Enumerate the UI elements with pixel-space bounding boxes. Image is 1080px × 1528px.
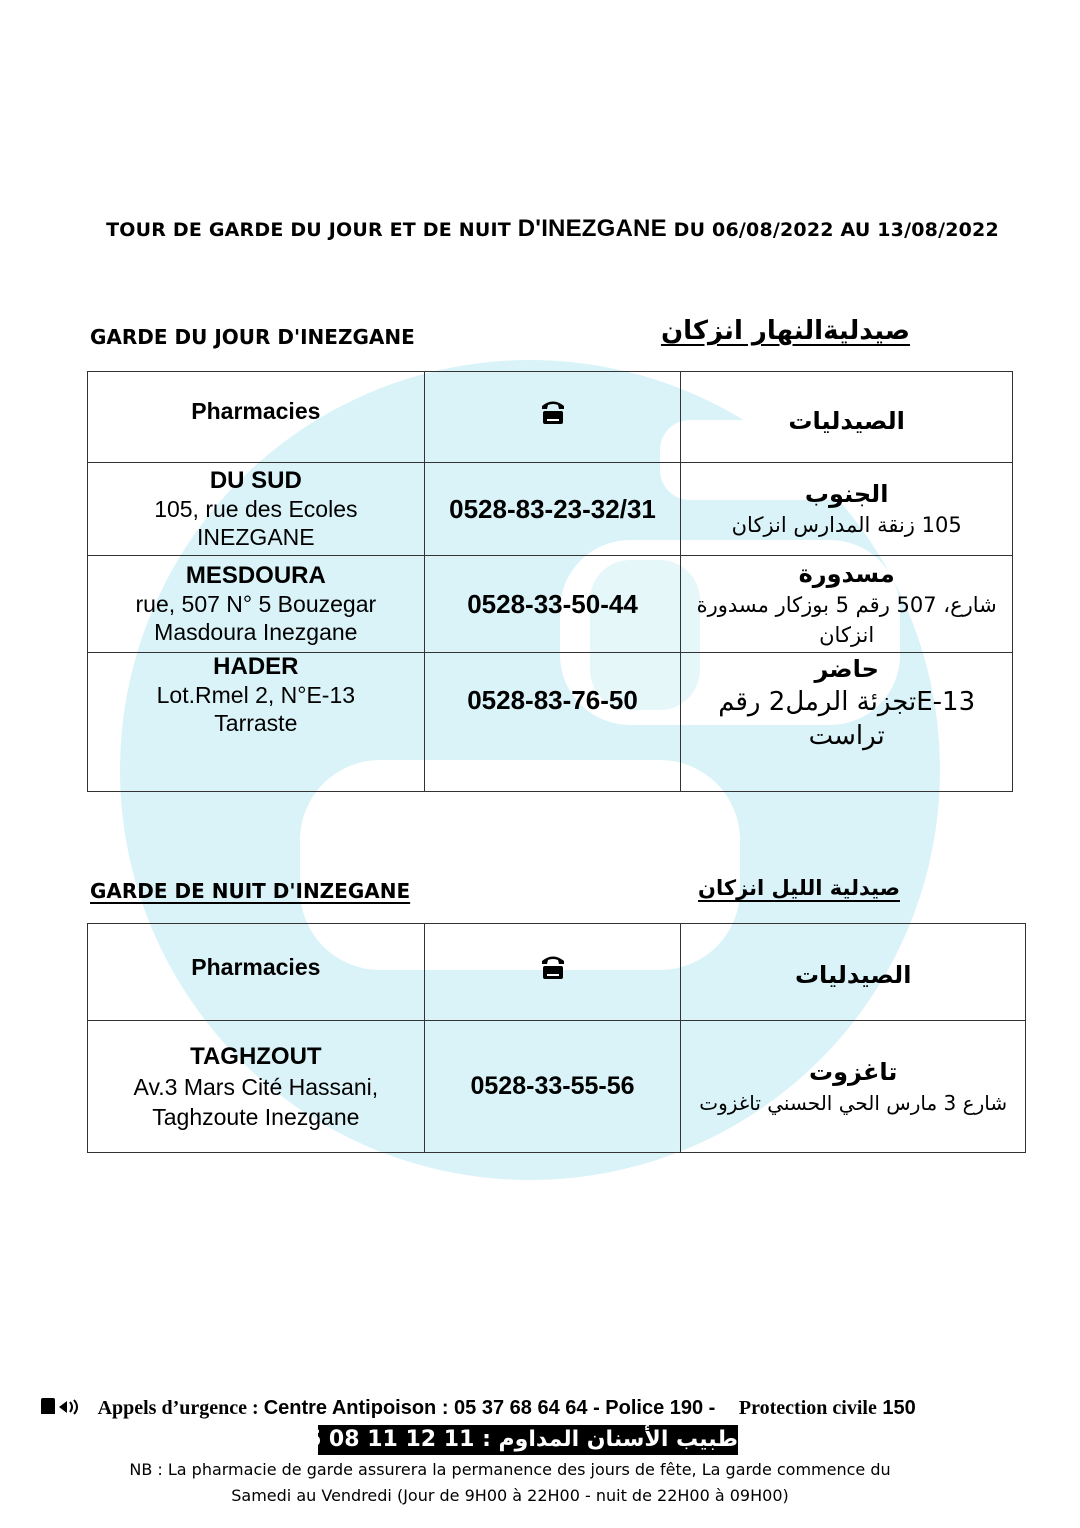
pharmacy-address: Av.3 Mars Cité Hassani, <box>133 1073 379 1100</box>
pharmacy-name: DU SUD <box>209 467 302 494</box>
emergency-numbers: Centre Antipoison : 05 37 68 64 64 - Police 190 - <box>263 1397 716 1419</box>
header-cell-ar <box>681 924 1026 1021</box>
page-title <box>0 215 1080 243</box>
table-row <box>88 463 1013 556</box>
pharmacy-name: HADER <box>213 653 299 680</box>
pharmacy-cell-ar <box>681 556 1013 653</box>
phone-icon <box>540 397 566 425</box>
title-dates: DU 06/08/2022 AU 13/08/2022 <box>673 219 999 241</box>
pharmacy-cell-ar <box>681 653 1013 792</box>
table-row <box>88 653 1013 792</box>
phone-cell <box>424 653 681 792</box>
night-section-title-ar: صيدلية الليل انزكان <box>698 876 900 900</box>
pharmacy-name-ar: مسدورة <box>798 560 895 588</box>
emergency-calls: Appels d’urgence : Centre Antipoison : 05 37 68 64 64 - Police 190 - Protection civile 150 <box>40 1397 916 1420</box>
pharmacy-cell <box>88 1021 425 1153</box>
nb-note <box>90 1457 930 1509</box>
pharmacy-address-ar: شارع 3 مارس الحي الحسني تاغزوت <box>699 1090 1008 1115</box>
protection-civile-number: 150 <box>882 1397 916 1419</box>
pharmacy-address: rue, 507 N° 5 Bouzegar <box>135 591 377 617</box>
title-prefix: TOUR DE GARDE DU JOUR ET DE NUIT <box>106 219 511 241</box>
day-pharmacy-table <box>87 371 1013 792</box>
protection-civile-label: Protection civile <box>738 1397 877 1419</box>
table-row <box>88 1021 1026 1153</box>
pharmacy-name-ar: حاضر <box>814 655 879 683</box>
pharmacy-phone: 0528-33-55-56 <box>470 1072 635 1100</box>
pharmacy-name: TAGHZOUT <box>190 1042 322 1070</box>
pharmacy-city: Taghzoute Inezgane <box>152 1103 360 1130</box>
pharmacy-address: Lot.Rmel 2, N°E-13 <box>156 682 356 708</box>
pharmacy-cell <box>88 556 425 653</box>
pharmacy-city: Masdoura Inezgane <box>154 619 358 645</box>
table-header-row <box>88 372 1013 463</box>
pharmacy-name-ar: تاغزوت <box>808 1057 898 1086</box>
pharmacy-phone: 0528-83-23-32/31 <box>449 493 656 524</box>
pharmacy-address-ar: 105 زنقة المدارس انزكان <box>731 513 962 537</box>
nb-line-1: NB : La pharmacie de garde assurera la permanence des jours de fête, La garde commence du <box>129 1460 891 1479</box>
title-city: D'INEZGANE <box>517 215 667 242</box>
table-row <box>88 556 1013 653</box>
emergency-label: Appels d’urgence <box>97 1397 248 1419</box>
table-header-row <box>88 924 1026 1021</box>
nb-line-2: Samedi au Vendredi (Jour de 9H00 à 22H00 - nuit de 22H00 à 09H00) <box>231 1486 789 1505</box>
pharmacy-address-ar: شارع، 507 رقم 5 بوزكار مسدورة انزكان <box>696 593 997 647</box>
header-cell-ar <box>681 372 1013 463</box>
pharmacy-phone: 0528-33-50-44 <box>467 588 638 619</box>
header-pharmacies: Pharmacies <box>191 953 321 980</box>
pharmacy-name: MESDOURA <box>185 562 326 589</box>
header-cell-phone <box>424 924 681 1021</box>
day-section-title: GARDE DU JOUR D'INEZGANE <box>90 325 415 349</box>
pharmacy-phone: 0528-83-76-50 <box>467 685 638 715</box>
header-cell-fr <box>88 924 425 1021</box>
header-cell-fr <box>88 372 425 463</box>
phone-icon <box>40 1398 84 1416</box>
pharmacy-cell-ar <box>681 1021 1026 1153</box>
phone-cell <box>424 556 681 653</box>
day-section-title-ar: صيدليةالنهار انزكان <box>660 316 910 346</box>
pharmacy-city: INEZGANE <box>197 524 315 550</box>
phone-icon <box>540 952 566 980</box>
dentist-on-call: طبيب الأسنان المداوم : 11 12 11 08 06 <box>318 1425 738 1455</box>
header-pharmacies-ar: الصيدليات <box>788 407 905 435</box>
pharmacy-cell <box>88 653 425 792</box>
night-pharmacy-table <box>87 923 1026 1153</box>
phone-cell <box>424 1021 681 1153</box>
phone-cell <box>424 463 681 556</box>
pharmacy-cell-ar <box>681 463 1013 556</box>
header-pharmacies: Pharmacies <box>191 397 321 424</box>
header-cell-phone <box>424 372 681 463</box>
night-section-title: GARDE DE NUIT D'INZEGANE <box>90 879 411 903</box>
pharmacy-address-ar: E-13تجزئة الرمل2 رقم <box>718 687 976 717</box>
pharmacy-city: Tarraste <box>214 710 298 736</box>
pharmacy-cell <box>88 463 425 556</box>
header-pharmacies-ar: الصيدليات <box>794 961 912 989</box>
pharmacy-name-ar: الجنوب <box>804 480 889 508</box>
pharmacy-address-ar-line2: تراست <box>808 721 885 751</box>
pharmacy-address: 105, rue des Ecoles <box>154 496 358 522</box>
